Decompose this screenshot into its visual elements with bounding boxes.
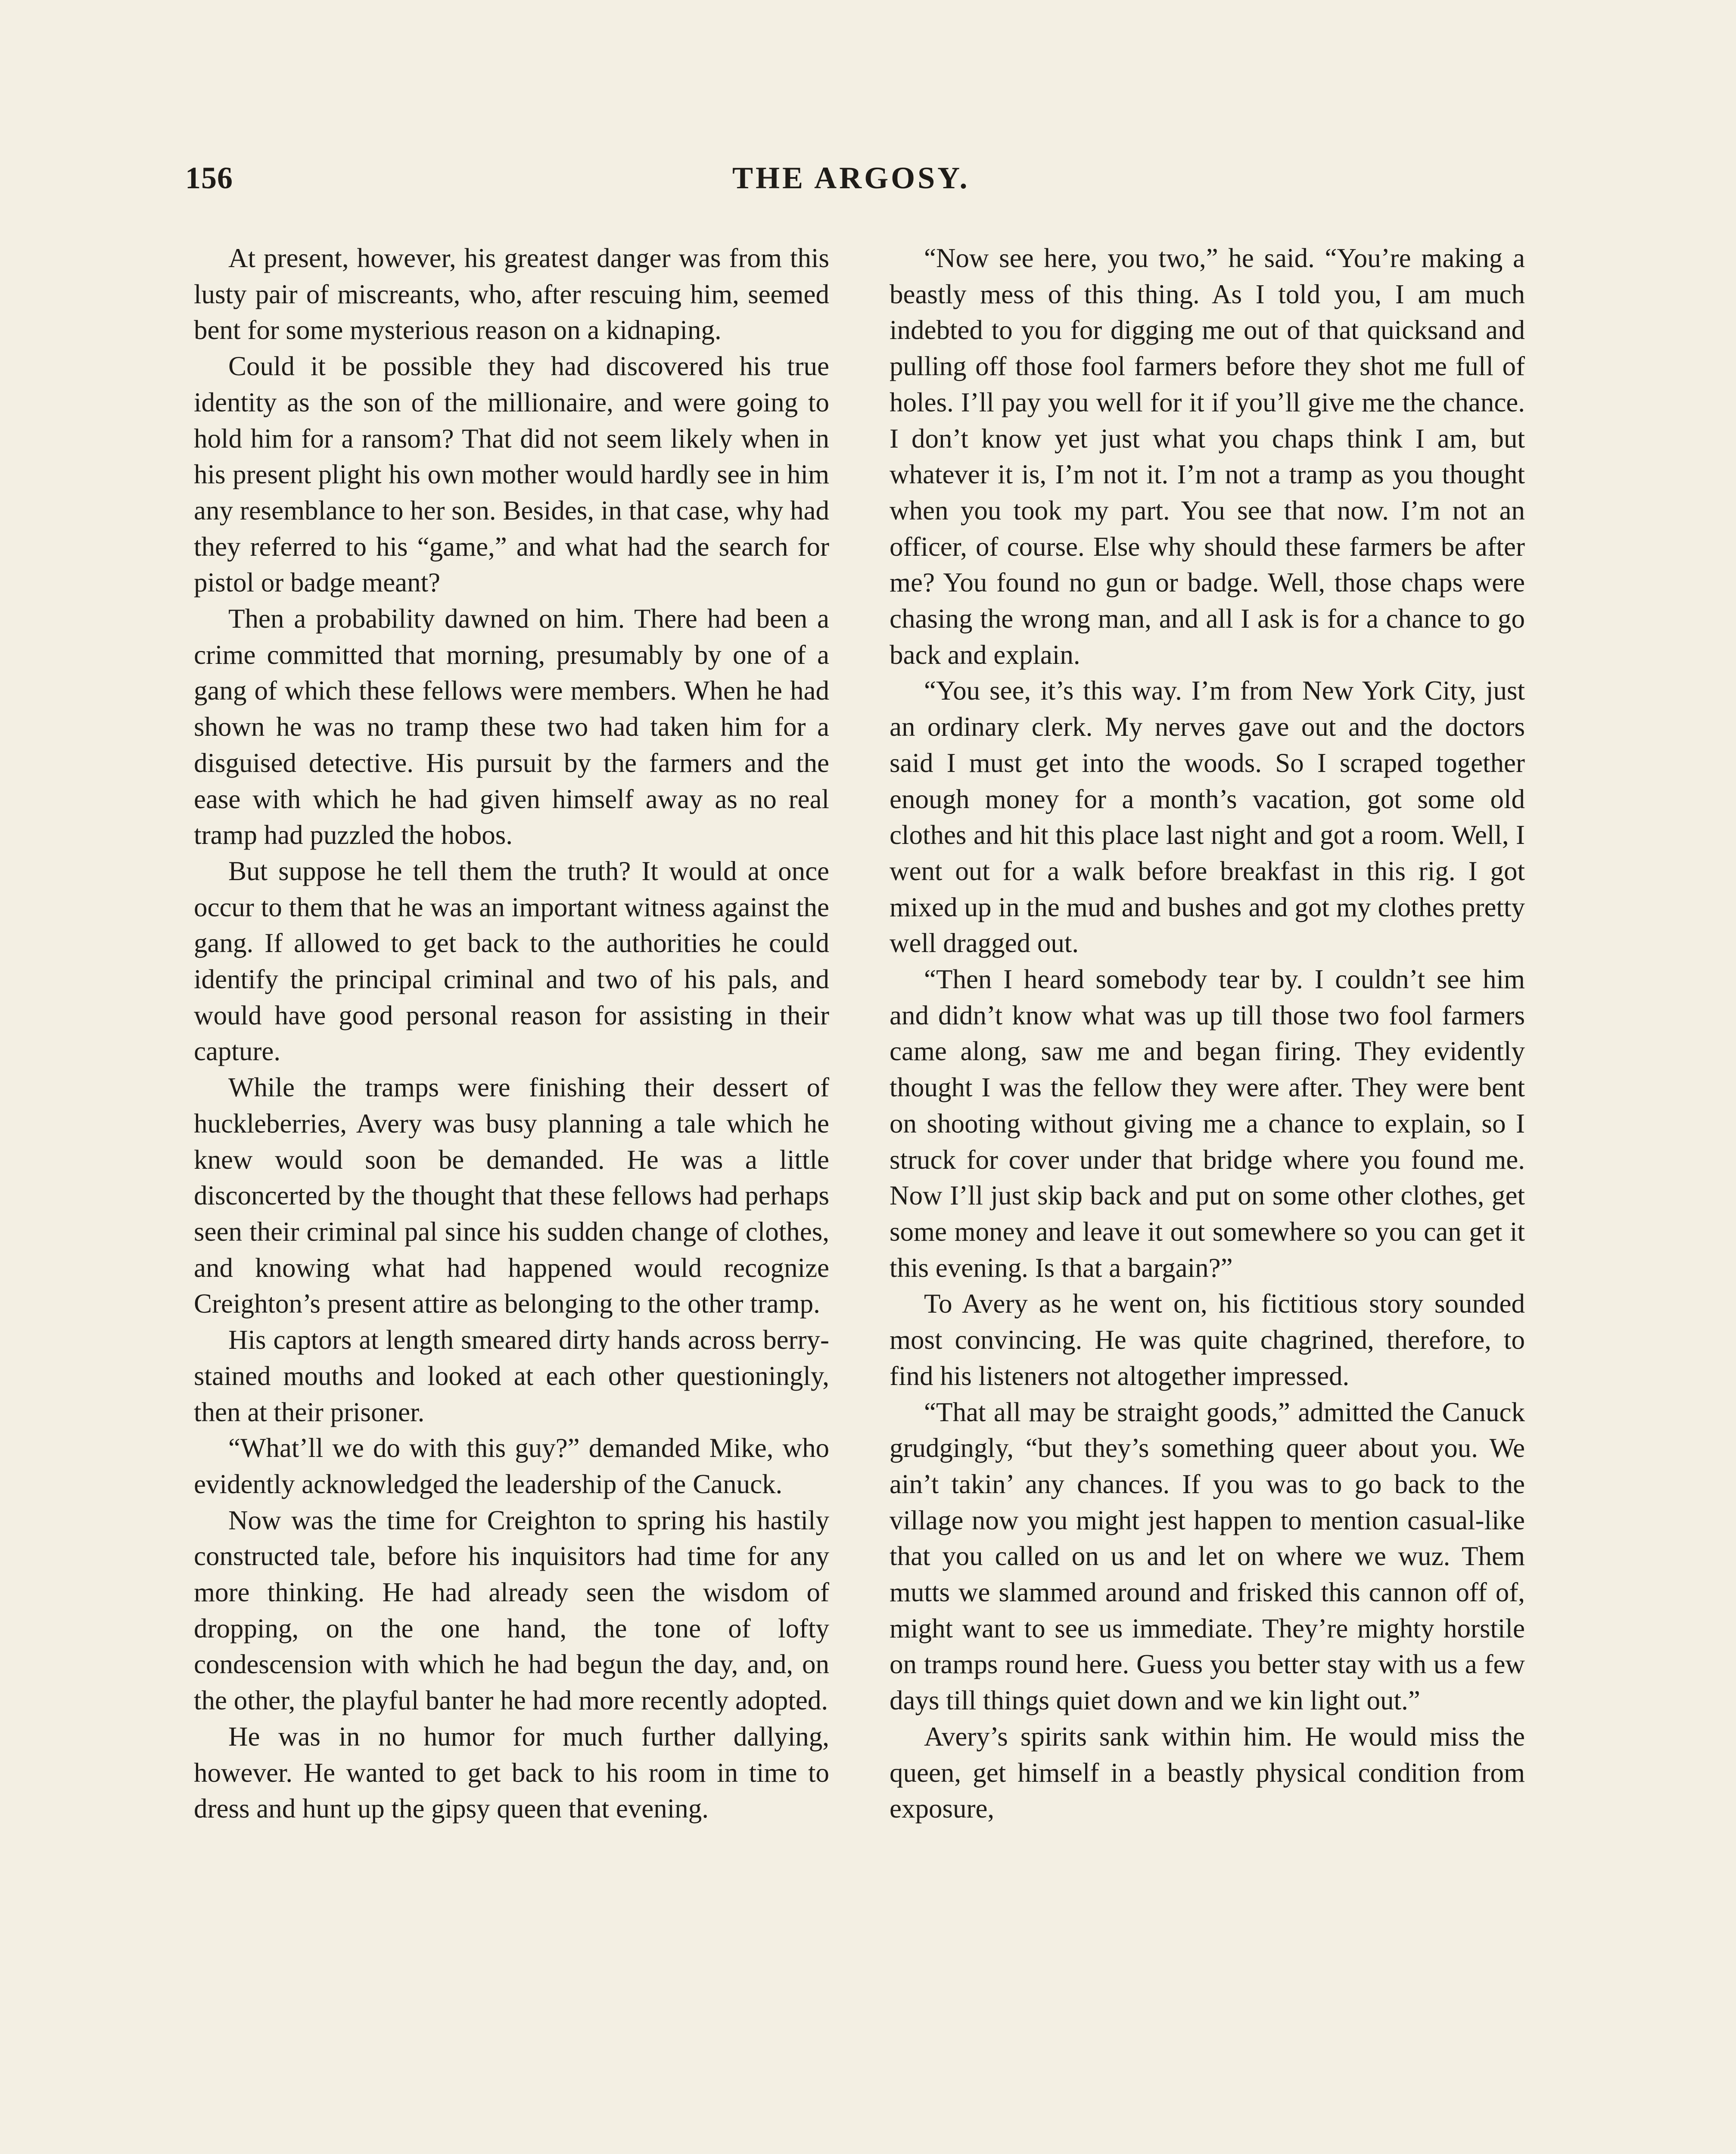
running-title: THE ARGOSY. — [732, 161, 970, 195]
page-number: 156 — [185, 161, 233, 195]
paragraph: Now was the time for Creighton to spring his hastily constructed tale, before his inquisitors had time for any more thinking. He had already seen the wisdom of dropping, on the one hand, the tone of lofty condescension with which he had begun the day, and, on the other, the playful banter he had more recently adopted. — [194, 1505, 829, 1716]
right-text-column — [890, 240, 1525, 2154]
paragraph: “You see, it’s this way. I’m from New York City, just an ordinary clerk. My nerves gave out and the doctors said I must get into the woods. So I scraped together enough money for a month’s vacation, got some old clothes and hit this place last night and got a room. Well, I went out for a walk before breakfast in this rig. I got mixed up in the mud and bushes and got my clothes pretty well dragged out. — [890, 675, 1525, 959]
paragraph: “That all may be straight goods,” admitted the Canuck grudgingly, “but they’s something queer about you. We ain’t takin’ any chances. If you was to go back to the village now you might jest happen to mention casual-like that you called on us and let on where we wuz. Them mutts we slammed around and frisked this cannon off of, might want to see us immediate. They’re mighty horstile on tramps round here. Guess you better stay with us a few days till things quiet down and we kin light out.” — [890, 1397, 1525, 1716]
left-text-column — [194, 240, 829, 2154]
paragraph: His captors at length smeared dirty hands across berry-stained mouths and looked at each other questioningly, then at their prisoner. — [194, 1325, 829, 1427]
paragraph: While the tramps were finishing their dessert of huckleberries, Avery was busy planning a tale which he knew would soon be demanded. He was a little disconcerted by the thought that these fellows had perhaps seen their criminal pal since his sudden change of clothes, and knowing what had happened would recognize Creighton’s present attire as belonging to the other tramp. — [194, 1072, 829, 1319]
paragraph: Then a probability dawned on him. There had been a crime committed that morning, presumably by one of a gang of which these fellows were members. When he had shown he was no tramp these two had taken him for a disguised detective. His pursuit by the farmers and the ease with which he had given himself away as no real tramp had puzzled the hobos. — [194, 604, 829, 850]
paragraph: At present, however, his greatest danger was from this lusty pair of miscreants, who, after rescuing him, seemed bent for some mysterious reason on a kidnaping. — [194, 243, 829, 346]
paragraph: Could it be possible they had discovered his true identity as the son of the millionaire, and were going to hold him for a ransom? That did not seem likely when in his present plight his own mother would hardly see in him any resemblance to her son. Besides, in that case, why had they referred to his “game,” and what had the search for pistol or badge meant? — [194, 351, 829, 598]
paragraph: To Avery as he went on, his fictitious story sounded most convincing. He was quite chagrined, therefore, to find his listeners not altogether impressed. — [890, 1289, 1525, 1391]
paragraph: “Now see here, you two,” he said. “You’re making a beastly mess of this thing. As I told you, I am much indebted to you for digging me out of that quicksand and pulling off those fool farmers before they shot me full of holes. I’ll pay you well for it if you’ll give me the chance. I don’t know yet just what you chaps think I am, but whatever it is, I’m not it. I’m not a tramp as you thought when you took my part. You see that now. I’m not an officer, of course. Else why should these farmers be after me? You found no gun or badge. Well, those chaps were chasing the wrong man, and all I ask is for a chance to go back and explain. — [890, 243, 1525, 670]
paragraph: “Then I heard somebody tear by. I couldn’t see him and didn’t know what was up till those two fool farmers came along, saw me and began firing. They evidently thought I was the fellow they were after. They were bent on shooting without giving me a chance to explain, so I struck for cover under that bridge where you found me. Now I’ll just skip back and put on some other clothes, get some money and leave it out somewhere so you can get it this evening. Is that a bargain?” — [890, 964, 1525, 1283]
paragraph: He was in no humor for much further dallying, however. He wanted to get back to his room in time to dress and hunt up the gipsy queen that evening. — [194, 1721, 829, 1824]
paragraph: Avery’s spirits sank within him. He would miss the queen, get himself in a beastly physical condition from exposure, — [890, 1721, 1525, 1824]
paragraph: “What’ll we do with this guy?” demanded Mike, who evidently acknowledged the leadership of the Canuck. — [194, 1433, 829, 1499]
paragraph: But suppose he tell them the truth? It would at once occur to them that he was an important witness against the gang. If allowed to get back to the authorities he could identify the principal criminal and two of his pals, and would have good personal reason for assisting in their capture. — [194, 856, 829, 1067]
